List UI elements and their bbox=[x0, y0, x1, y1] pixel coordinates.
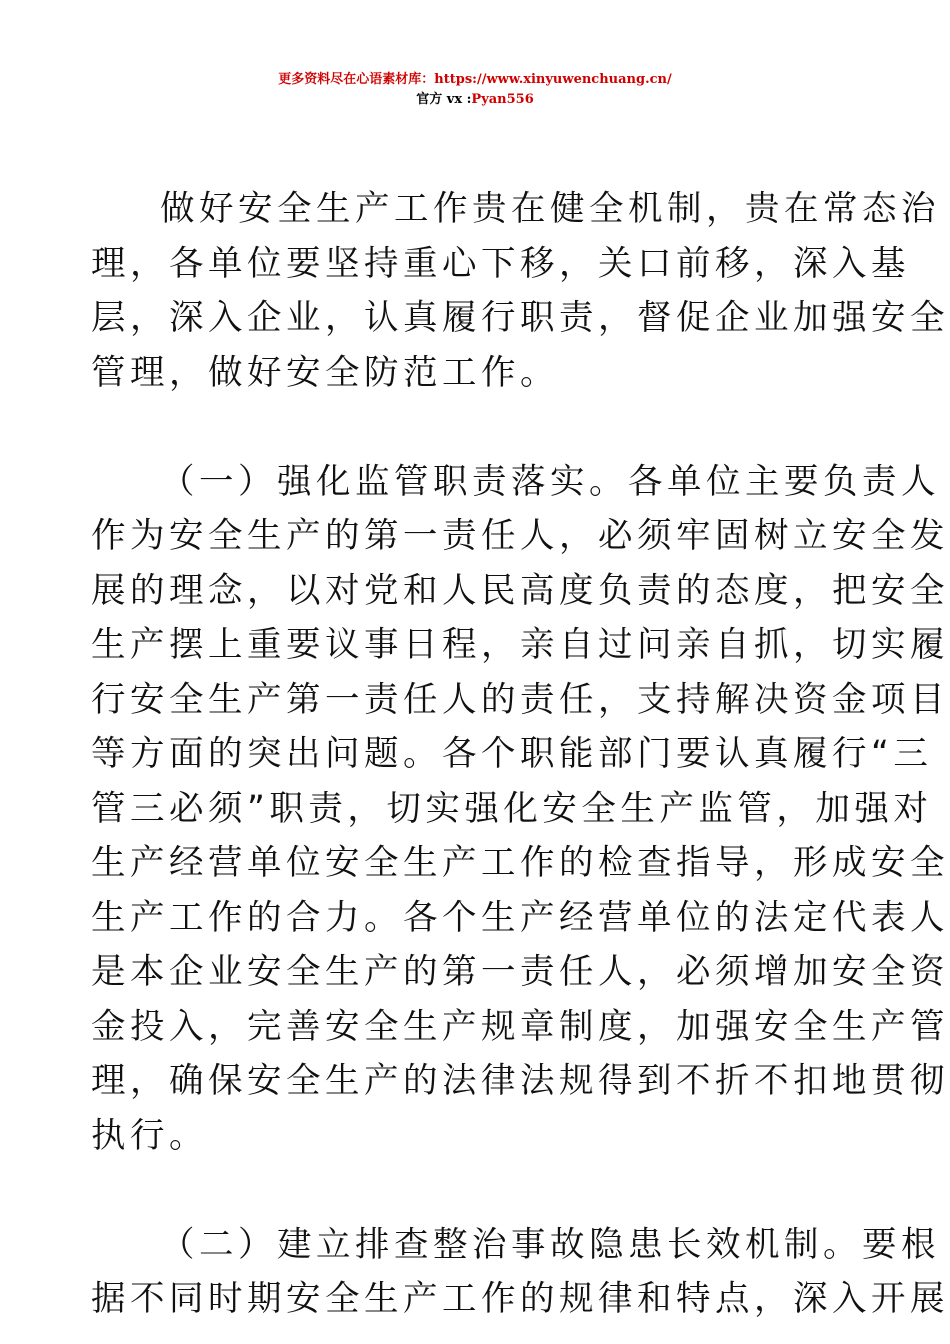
text-line: 生产经营单位安全生产工作的检查指导，形成安全 bbox=[91, 843, 949, 883]
text-line: 生产工作的合力。各个生产经营单位的法定代表人 bbox=[91, 897, 949, 938]
header-source-label: 更多资料尽在心语素材库： bbox=[278, 72, 435, 87]
text-line: （二）建立排查整治事故隐患长效机制。要根 bbox=[160, 1224, 940, 1265]
text-line: 层，深入企业，认真履行职责，督促企业加强安全 bbox=[91, 298, 949, 338]
header-wechat-id: Pyan556 bbox=[471, 92, 534, 107]
text-line: 据不同时期安全生产工作的规律和特点，深入开展 bbox=[91, 1279, 949, 1319]
header-official-label: 官方 bbox=[416, 92, 443, 107]
text-line: 等方面的突出问题。各个职能部门要认真履行“三 bbox=[91, 734, 933, 774]
text-line: （一）强化监管职责落实。各单位主要负责人 bbox=[160, 461, 940, 502]
text-line: 执行。 bbox=[91, 1115, 208, 1156]
text-line: 作为安全生产的第一责任人，必须牢固树立安全发 bbox=[91, 516, 949, 556]
text-line: 展的理念，以对党和人民高度负责的态度，把安全 bbox=[91, 570, 949, 611]
text-line: 理，确保安全生产的法律法规得到不折不扣地贯彻 bbox=[91, 1061, 949, 1101]
text-line: 做好安全生产工作贵在健全机制，贵在常态治 bbox=[160, 189, 940, 229]
text-line: 理，各单位要坚持重心下移，关口前移，深入基 bbox=[91, 243, 910, 284]
header-line-1 bbox=[0, 70, 950, 90]
paragraph-gap bbox=[91, 1163, 866, 1218]
document-body bbox=[91, 182, 949, 1327]
paragraph-3 bbox=[91, 1218, 949, 1327]
text-line: 是本企业安全生产的第一责任人，必须增加安全资 bbox=[91, 952, 949, 992]
text-line: 行安全生产第一责任人的责任，支持解决资金项目 bbox=[91, 679, 949, 720]
page-header bbox=[0, 70, 950, 110]
text-line: 管理，做好安全防范工作。 bbox=[91, 352, 559, 393]
header-line-2 bbox=[0, 90, 950, 110]
text-line: 金投入，完善安全生产规章制度，加强安全生产管 bbox=[91, 1006, 949, 1047]
paragraph-1 bbox=[91, 182, 949, 400]
text-line: 管三必须”职责，切实强化安全生产监管，加强对 bbox=[91, 788, 933, 829]
paragraph-gap bbox=[91, 400, 866, 455]
header-url-link[interactable]: https://www.xinyuwenchuang.cn/ bbox=[434, 72, 672, 87]
paragraph-2 bbox=[91, 455, 949, 1164]
text-line: 生产摆上重要议事日程，亲自过问亲自抓，切实履 bbox=[91, 625, 949, 665]
header-vx-label: vx : bbox=[446, 92, 472, 107]
